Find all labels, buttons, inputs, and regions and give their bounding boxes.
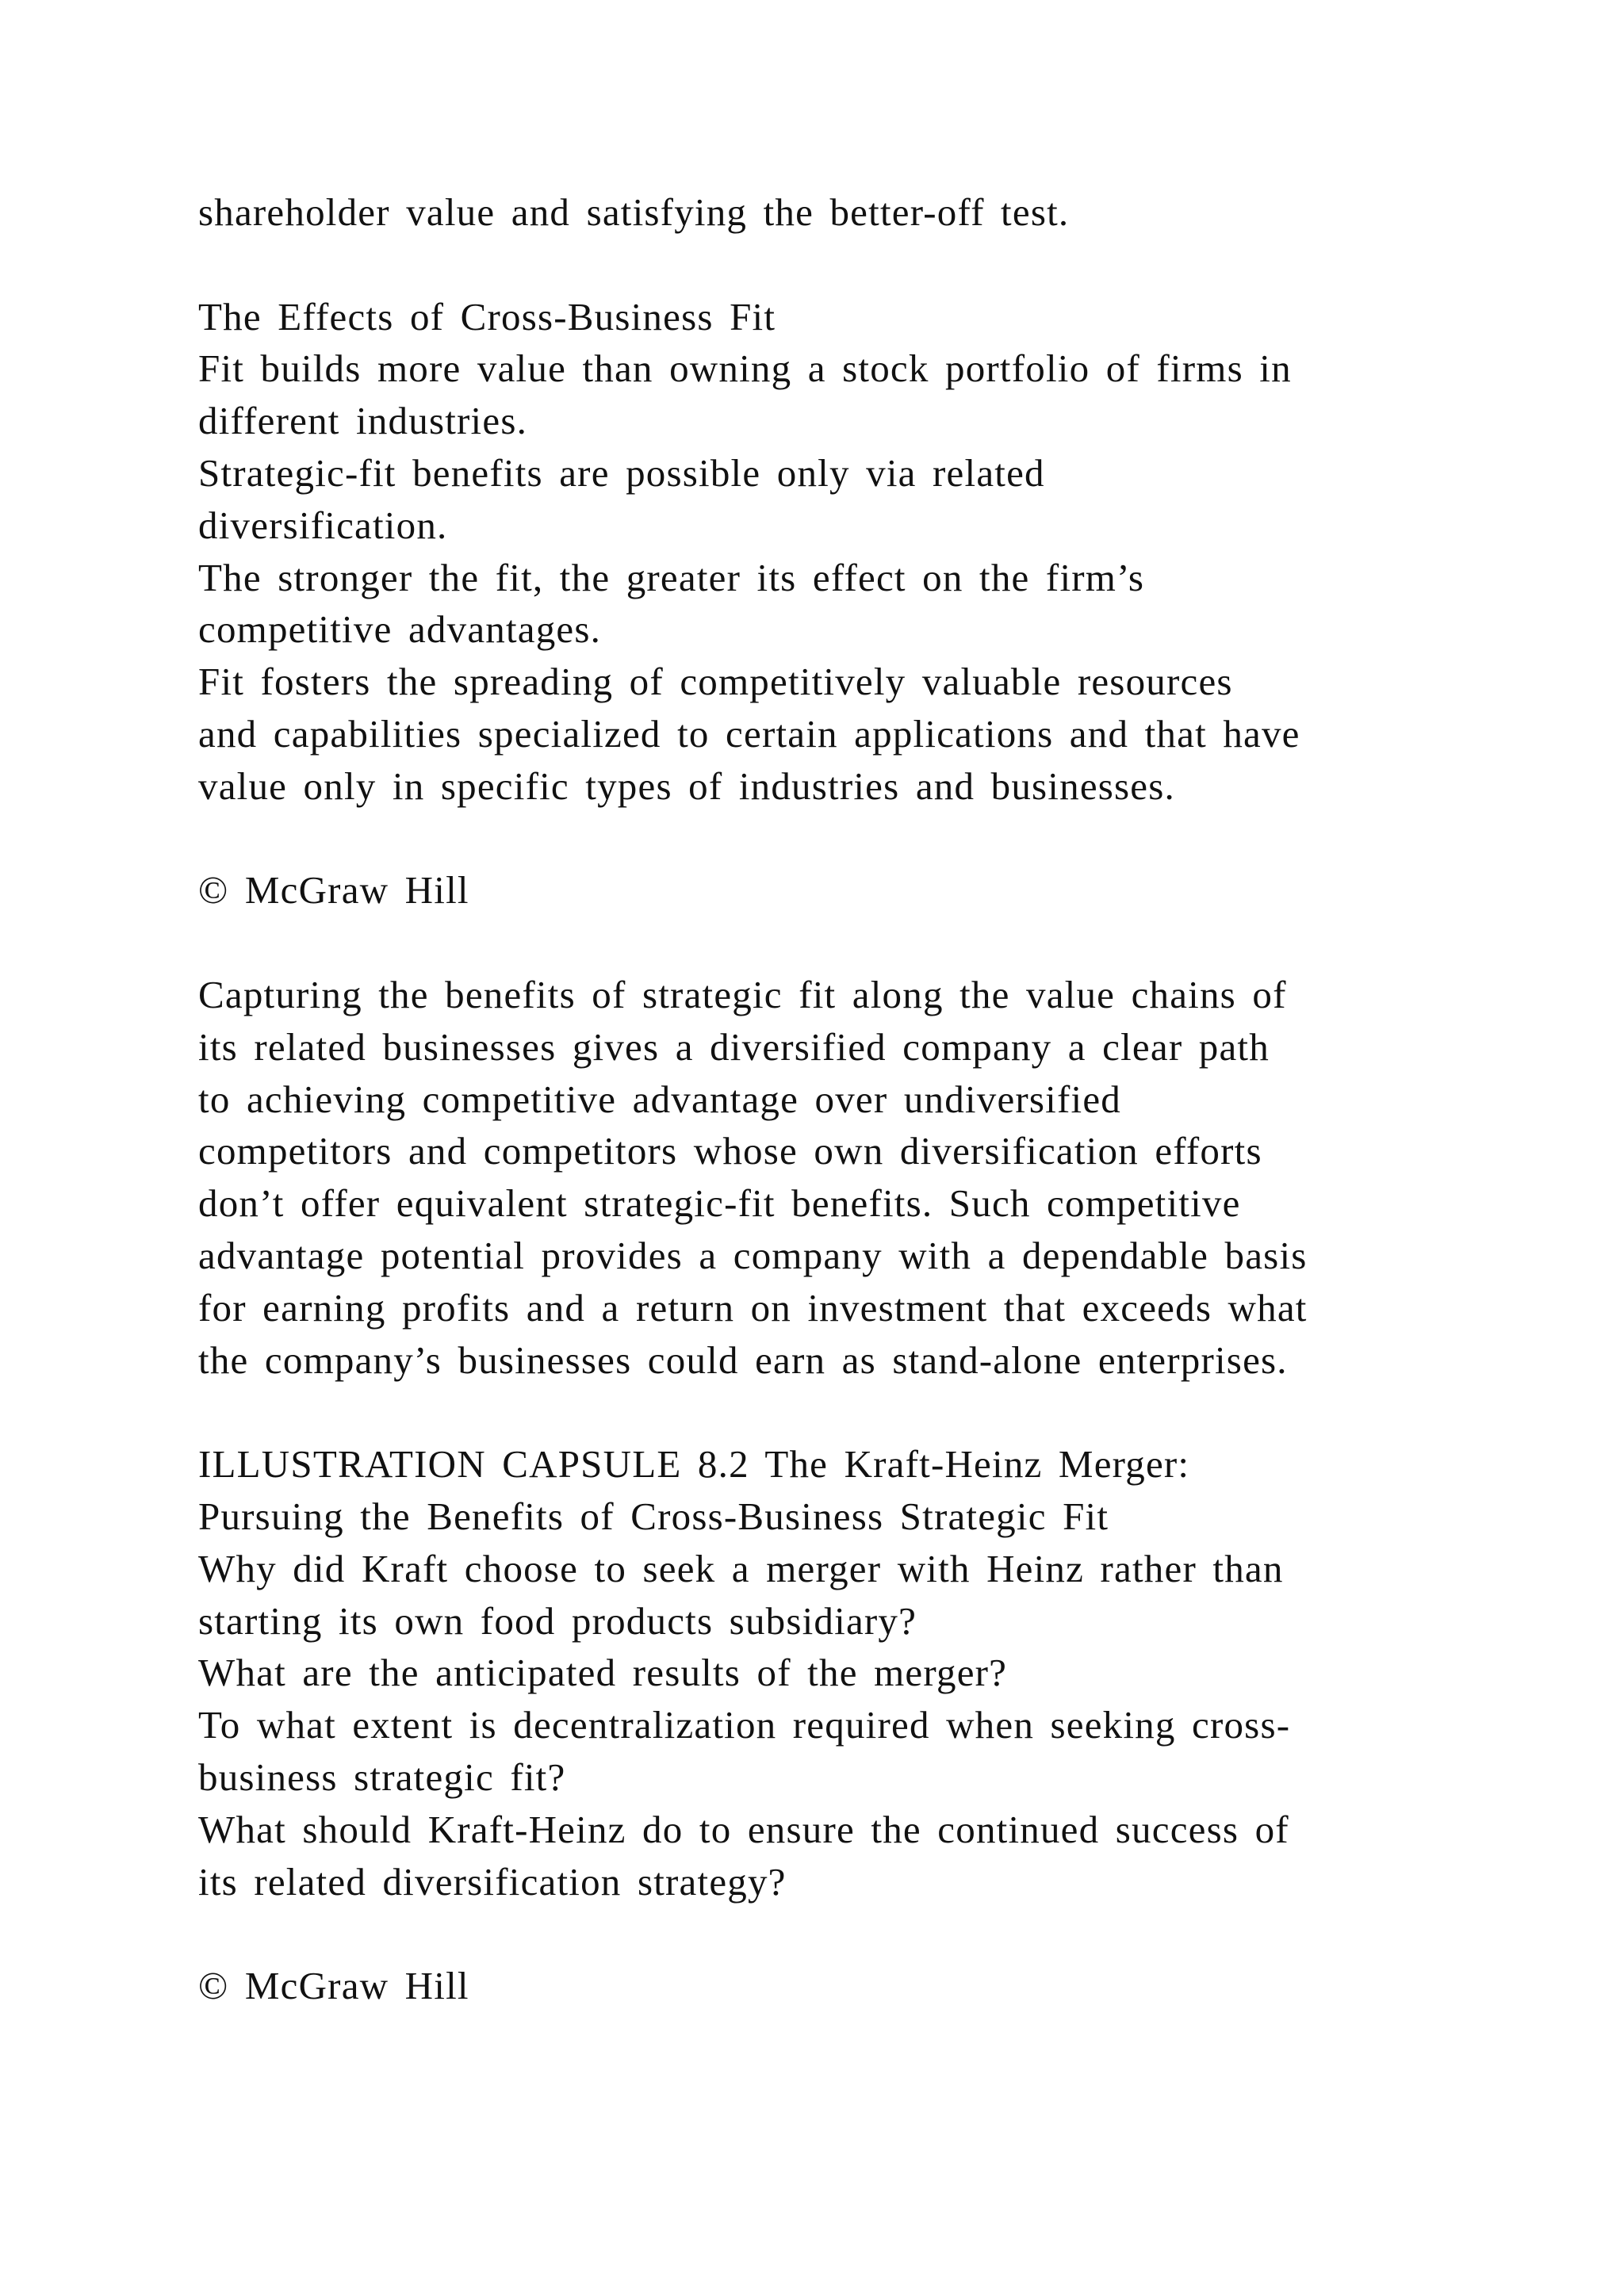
text-line: for earning profits and a return on investment that exceeds what bbox=[198, 1285, 1308, 1330]
copyright-notice: © McGraw Hill bbox=[198, 868, 469, 913]
blank-line bbox=[198, 813, 1483, 865]
blank-line bbox=[198, 1386, 1483, 1438]
text-line: advantage potential provides a company with a dependable basis bbox=[198, 1233, 1308, 1277]
text-line: competitive advantages. bbox=[198, 607, 602, 652]
text-line: The stronger the fit, the greater its effect on the firm’s bbox=[198, 555, 1145, 599]
blank-line bbox=[198, 239, 1483, 291]
text-line: starting its own food products subsidiary? bbox=[198, 1598, 917, 1643]
text-line: shareholder value and satisfying the better-off test. bbox=[198, 190, 1070, 234]
text-line: Fit fosters the spreading of competitively valuable resources bbox=[198, 660, 1233, 704]
section-heading: The Effects of Cross-Business Fit bbox=[198, 294, 776, 339]
text-line: value only in specific types of industries and businesses. bbox=[198, 763, 1175, 808]
text-line: diversification. bbox=[198, 503, 448, 547]
text-line: its related diversification strategy? bbox=[198, 1859, 787, 1904]
capsule-heading: Pursuing the Benefits of Cross-Business Strategic Fit bbox=[198, 1494, 1109, 1538]
text-line: Why did Kraft choose to seek a merger with Heinz rather than bbox=[198, 1546, 1284, 1590]
text-line: don’t offer equivalent strategic-fit benefits. Such competitive bbox=[198, 1181, 1241, 1226]
text-line: business strategic fit? bbox=[198, 1755, 566, 1799]
text-line: Capturing the benefits of strategic fit along the value chains of bbox=[198, 972, 1287, 1016]
text-line: To what extent is decentralization required when seeking cross- bbox=[198, 1703, 1291, 1747]
blank-line bbox=[198, 916, 1483, 969]
document-text bbox=[198, 186, 1483, 2012]
text-line: the company’s businesses could earn as stand-alone enterprises. bbox=[198, 1337, 1288, 1382]
text-line: its related businesses gives a diversified company a clear path bbox=[198, 1024, 1270, 1069]
text-line: and capabilities specialized to certain applications and that have bbox=[198, 711, 1300, 756]
text-line: to achieving competitive advantage over undiversified bbox=[198, 1077, 1121, 1121]
blank-line bbox=[198, 1908, 1483, 1960]
text-line: What are the anticipated results of the merger? bbox=[198, 1651, 1008, 1695]
capsule-heading: ILLUSTRATION CAPSULE 8.2 The Kraft-Heinz Merger: bbox=[198, 1442, 1190, 1487]
text-line: Fit builds more value than owning a stock portfolio of firms in bbox=[198, 346, 1292, 391]
text-line: Strategic-fit benefits are possible only via related bbox=[198, 450, 1045, 495]
text-line: What should Kraft-Heinz do to ensure the continued success of bbox=[198, 1807, 1289, 1851]
text-line: different industries. bbox=[198, 399, 528, 443]
copyright-notice: © McGraw Hill bbox=[198, 1964, 469, 2008]
text-line: competitors and competitors whose own diversification efforts bbox=[198, 1129, 1262, 1173]
